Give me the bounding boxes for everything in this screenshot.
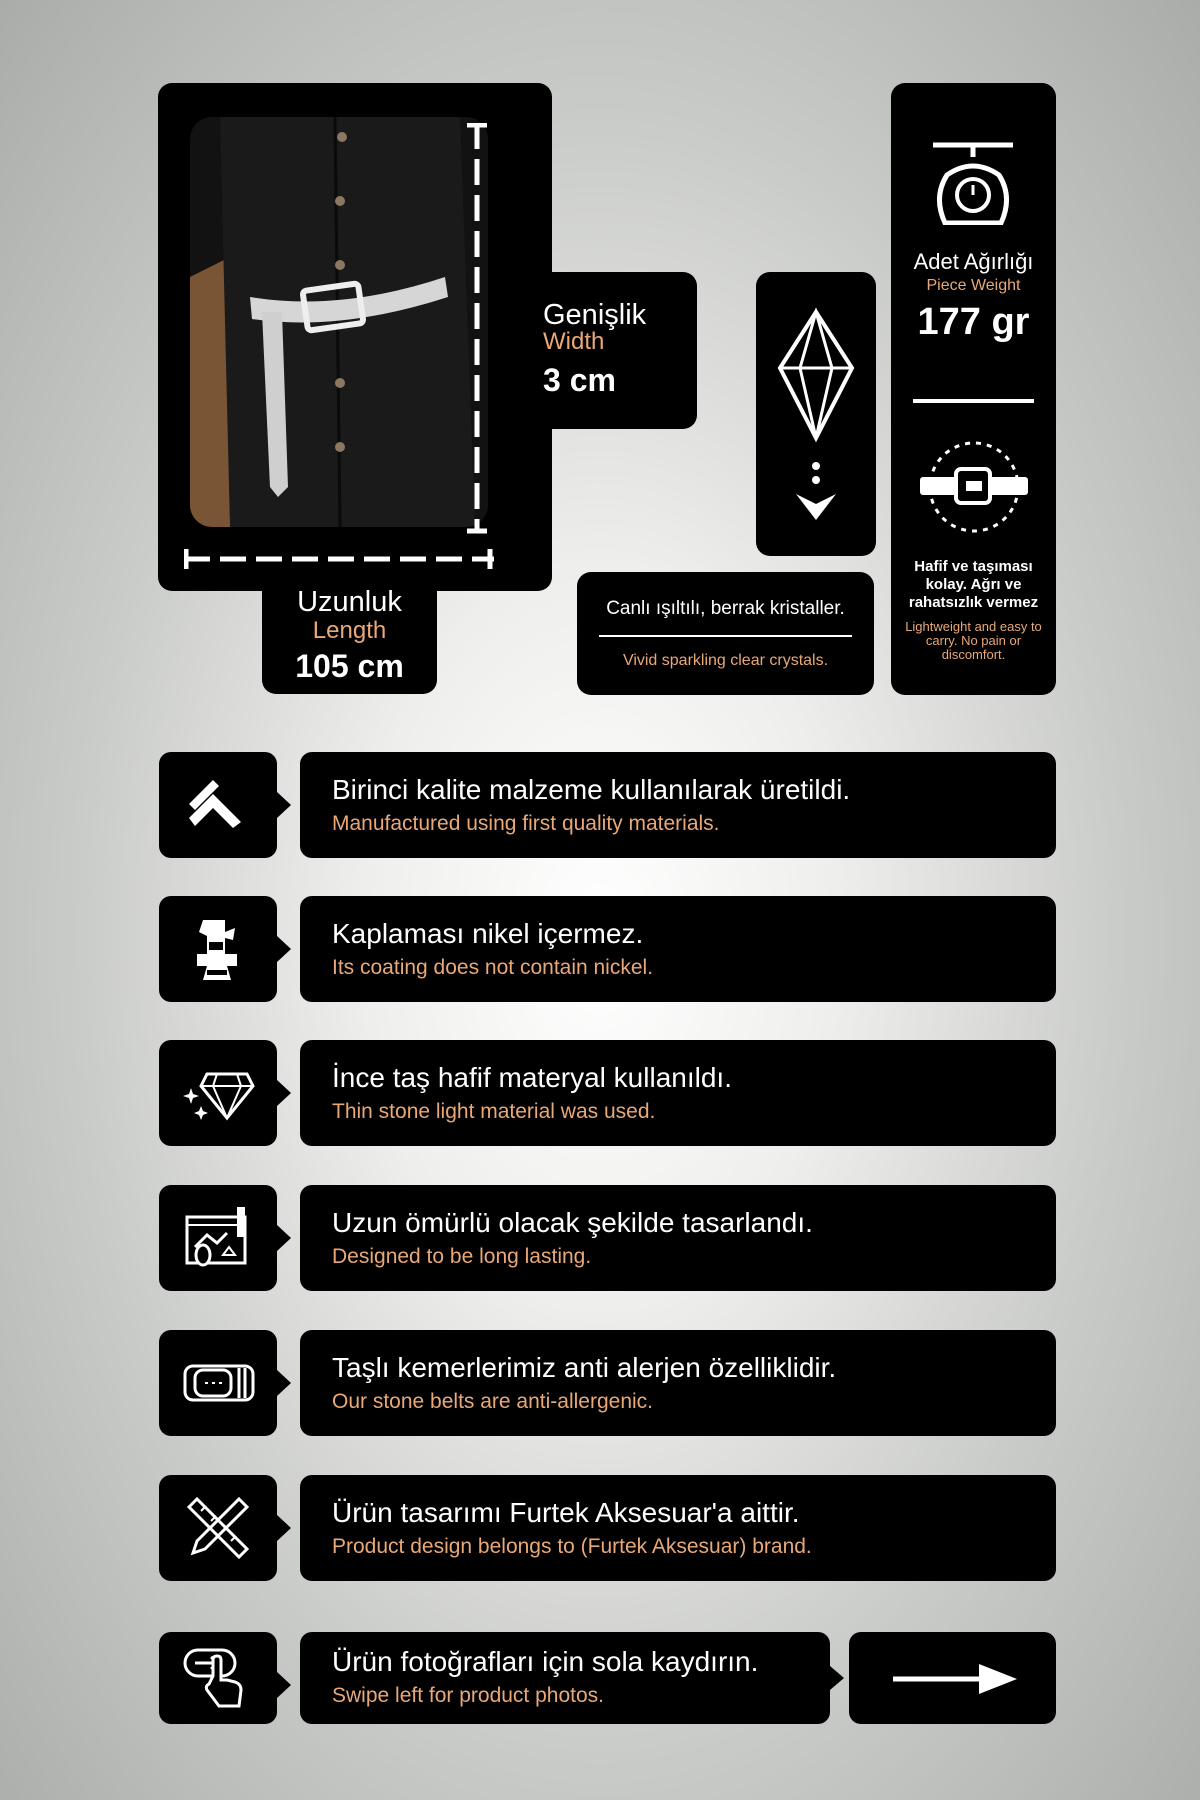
width-card bbox=[543, 272, 697, 429]
dimension-lines bbox=[184, 123, 504, 613]
pencil-ruler-icon bbox=[183, 1493, 253, 1563]
feature-row bbox=[300, 1632, 830, 1724]
weight-note: Hafif ve taşıması kolay. Ağrı ve rahatsızlık vermez bbox=[908, 558, 1039, 611]
length-label-en: Length bbox=[312, 617, 387, 644]
crystal-icon bbox=[776, 308, 856, 528]
feature-row bbox=[300, 1330, 1056, 1436]
feature-row bbox=[300, 896, 1056, 1002]
feature-text: Taşlı kemerlerimiz anti alerjen özelliklidir. bbox=[332, 1352, 837, 1383]
feature-text-en: Our stone belts are anti-allergenic. bbox=[332, 1390, 653, 1413]
crystal-card bbox=[756, 272, 876, 556]
weight-card bbox=[891, 83, 1056, 695]
arrow-right-icon bbox=[893, 1662, 1019, 1696]
feature-icon-box bbox=[159, 1040, 277, 1146]
weight-value: 177 gr bbox=[917, 301, 1030, 343]
feature-text-en: Designed to be long lasting. bbox=[332, 1245, 592, 1268]
belt-buckle-icon bbox=[183, 1348, 255, 1418]
feature-text-en: Thin stone light material was used. bbox=[332, 1100, 656, 1123]
pointer bbox=[830, 1666, 844, 1690]
feature-row bbox=[300, 752, 1056, 858]
product-photo-card bbox=[158, 83, 552, 591]
divider bbox=[913, 399, 1034, 403]
diamond-icon bbox=[183, 1058, 255, 1128]
width-label: Genişlik bbox=[543, 299, 647, 331]
feature-text: Uzun ömürlü olacak şekilde tasarlandı. bbox=[332, 1207, 813, 1238]
coating-nickel-icon bbox=[183, 914, 253, 984]
feature-icon-box bbox=[159, 1185, 277, 1291]
feature-text-en: Manufactured using first quality materials. bbox=[332, 812, 720, 835]
length-card bbox=[262, 582, 437, 694]
width-value: 3 cm bbox=[543, 362, 616, 398]
crystal-text: Canlı ışıltılı, berrak kristaller. bbox=[606, 598, 845, 619]
crystal-text-en: Vivid sparkling clear crystals. bbox=[622, 652, 829, 669]
feature-row bbox=[300, 1185, 1056, 1291]
feature-icon-box bbox=[159, 1330, 277, 1436]
design-drawing-icon bbox=[183, 1203, 253, 1273]
belt-icon bbox=[918, 439, 1030, 535]
feature-text: Ürün fotoğrafları için sola kaydırın. bbox=[332, 1646, 759, 1677]
scale-icon bbox=[931, 141, 1015, 225]
swipe-arrow-button[interactable] bbox=[849, 1632, 1056, 1724]
feature-text: Ürün tasarımı Furtek Aksesuar'a aittir. bbox=[332, 1497, 800, 1528]
feature-text: Kaplaması nikel içermez. bbox=[332, 918, 644, 949]
weight-note-en: Lightweight and easy to carry. No pain or discomfort. bbox=[905, 619, 1042, 662]
swipe-hand-icon bbox=[183, 1646, 253, 1708]
length-label: Uzunluk bbox=[297, 586, 402, 618]
feature-text: İnce taş hafif materyal kullanıldı. bbox=[332, 1062, 732, 1093]
width-label-en: Width bbox=[543, 328, 605, 355]
divider bbox=[599, 635, 852, 637]
feature-text: Birinci kalite malzeme kullanılarak üretildi. bbox=[332, 774, 851, 805]
feature-text-en: Product design belongs to (Furtek Aksesuar) brand. bbox=[332, 1535, 812, 1558]
feature-row bbox=[300, 1040, 1056, 1146]
feature-text-en: Its coating does not contain nickel. bbox=[332, 956, 654, 979]
feature-icon-box bbox=[159, 1632, 277, 1724]
feature-icon-box bbox=[159, 1475, 277, 1581]
quality-chevron-icon bbox=[183, 770, 253, 840]
crystal-text-card bbox=[577, 572, 874, 695]
feature-icon-box bbox=[159, 752, 277, 858]
weight-label: Adet Ağırlığı bbox=[913, 249, 1034, 274]
feature-icon-box bbox=[159, 896, 277, 1002]
length-value: 105 cm bbox=[295, 648, 404, 684]
feature-row bbox=[300, 1475, 1056, 1581]
feature-text-en: Swipe left for product photos. bbox=[332, 1684, 604, 1707]
weight-label-en: Piece Weight bbox=[926, 277, 1021, 294]
